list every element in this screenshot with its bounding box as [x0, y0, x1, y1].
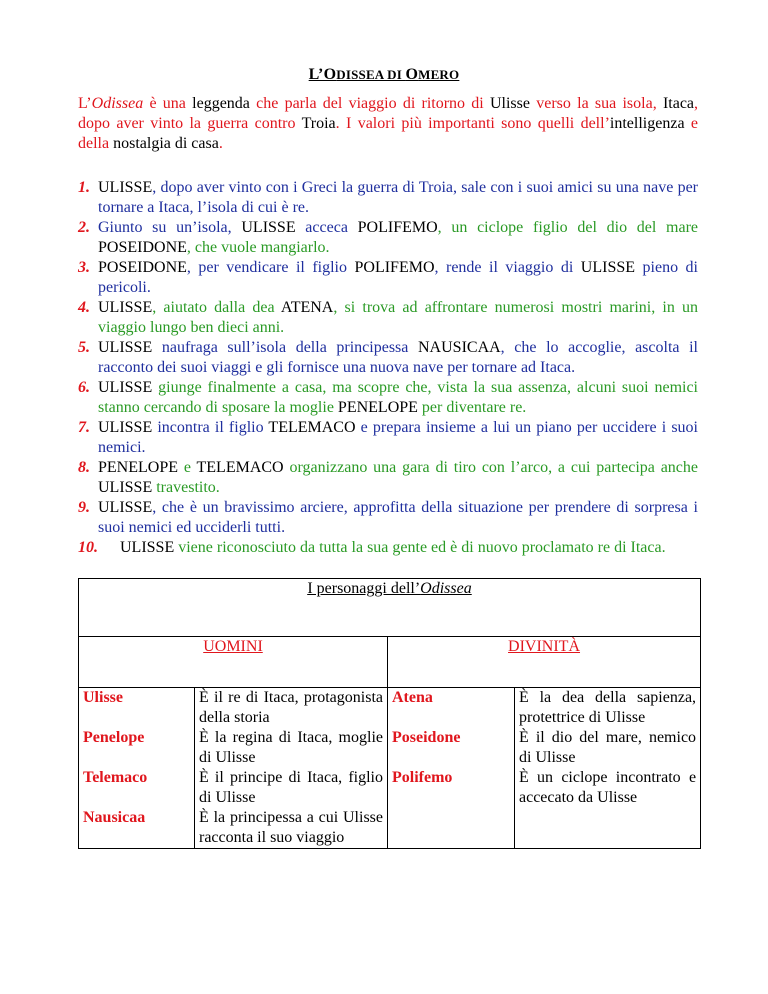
plot-item-text: viene riconosciuto da tutta la sua gente ed è di nuovo proclamato re di Itaca. — [174, 539, 666, 556]
plot-item-text: e prepara insieme a lui un piano per uccidere i suoi nemici. — [98, 419, 698, 456]
desc-telemaco: È il principe di Itaca, figlio di Ulisse — [199, 769, 383, 806]
plot-item-text: ULISSE — [98, 299, 153, 316]
document-title: L’ODISSEA DI OMERO — [308, 66, 460, 83]
plot-item-text: POSEIDONE — [98, 239, 187, 256]
desc-poseidone: È il dio del mare, nemico di Ulisse — [519, 729, 697, 766]
plot-item-text: naufraga sull’isola della principessa — [152, 339, 418, 356]
plot-item-text: e — [178, 459, 197, 476]
plot-item-number: 9. — [78, 499, 90, 516]
plot-item-text: , che lo accoglie, ascolta il racconto dei suoi viaggi e gli fornisce una nuova nave per tornare ad Itaca. — [98, 339, 698, 376]
plot-item-text: Giunto su un’isola, — [98, 219, 242, 236]
plot-item-text: per diventare re. — [417, 399, 527, 416]
plot-item-text: organizzano una gara di tiro con l’arco, a cui partecipa anche — [283, 459, 699, 476]
plot-item — [78, 258, 698, 298]
plot-item-text: , rende il viaggio di — [434, 259, 581, 276]
men-descriptions — [195, 688, 388, 849]
plot-item-text: ULISSE — [120, 539, 175, 556]
plot-item-text: acceca — [295, 219, 358, 236]
plot-item-text: NAUSICAA — [418, 339, 501, 356]
plot-item-text: POLIFEMO — [354, 259, 435, 276]
plot-item-text: ULISSE — [98, 479, 153, 496]
name-polifemo: Polifemo — [392, 769, 453, 786]
plot-item-number: 4. — [78, 299, 90, 316]
plot-item-text: ATENA — [280, 299, 334, 316]
plot-item-number: 8. — [78, 459, 90, 476]
plot-item-text: POSEIDONE — [98, 259, 187, 276]
plot-item-text: , aiutato dalla dea — [152, 299, 281, 316]
plot-item-text: ULISSE — [98, 499, 153, 516]
plot-item-text: ULISSE — [98, 339, 153, 356]
desc-penelope: È la regina di Itaca, moglie di Ulisse — [199, 729, 383, 766]
name-telemaco: Telemaco — [83, 769, 148, 786]
plot-item-number: 7. — [78, 419, 90, 436]
name-penelope: Penelope — [83, 729, 145, 746]
plot-item-number: 3. — [78, 259, 90, 276]
plot-item-text: ULISSE — [98, 179, 153, 196]
intro-paragraph: L’Odissea è una leggenda che parla del viaggio di ritorno di Ulisse verso la sua isola, Itaca, dopo aver vinto la guerra contro Troia. I valori più importanti sono quelli dell’intelligenza e della nostalgia di casa. — [78, 95, 699, 152]
plot-item — [78, 498, 698, 538]
plot-item — [78, 458, 698, 498]
plot-item-text: PENELOPE — [337, 399, 418, 416]
men-names — [79, 688, 195, 849]
plot-item-text: PENELOPE — [98, 459, 178, 476]
plot-item-number: 10. — [78, 539, 98, 556]
plot-item — [78, 418, 698, 458]
gods-names — [388, 688, 515, 849]
plot-item — [78, 178, 698, 218]
plot-item-number: 2. — [78, 219, 90, 236]
desc-atena: È la dea della sapienza, protettrice di Ulisse — [519, 689, 697, 726]
name-atena: Atena — [392, 689, 433, 706]
name-poseidone: Poseidone — [392, 729, 461, 746]
plot-list — [78, 178, 698, 558]
plot-item-number: 5. — [78, 339, 90, 356]
plot-item-text: , per vendicare il figlio — [186, 259, 355, 276]
plot-item-text: , un ciclope figlio del dio del mare — [437, 219, 699, 236]
plot-item-number: 6. — [78, 379, 90, 396]
plot-item — [78, 298, 698, 338]
table-heading: I personaggi dell’Odissea — [79, 579, 701, 637]
plot-item-text: , che è un bravissimo arciere, approfitta della situazione per prendere di sorpresa i suoi nemici ed ucciderli tutti. — [98, 499, 698, 536]
gods-descriptions — [515, 688, 701, 849]
plot-item-text: , si trova ad affrontare numerosi mostri marini, in un viaggio lungo ben dieci anni. — [98, 299, 699, 336]
plot-item-text: , dopo aver vinto con i Greci la guerra di Troia, sale con i suoi amici su una nave per tornare a Itaca, l’isola di cui è re. — [98, 179, 698, 216]
plot-item — [78, 338, 698, 378]
plot-item — [78, 218, 698, 258]
plot-item-text: ULISSE — [98, 379, 153, 396]
plot-item — [78, 538, 698, 558]
plot-item-text: TELEMACO — [196, 459, 284, 476]
plot-item-text: POLIFEMO — [357, 219, 438, 236]
characters-table — [78, 578, 701, 849]
plot-item-number: 1. — [78, 179, 90, 196]
plot-item-text: pieno di pericoli. — [98, 259, 698, 296]
plot-item-text: travestito. — [152, 479, 220, 496]
plot-item-text: giunge finalmente a casa, ma scopre che, vista la sua assenza, alcuni suoi nemici stanno cercando di sposare la moglie — [98, 379, 698, 416]
plot-item-text: TELEMACO — [268, 419, 356, 436]
plot-item-text: , che vuole mangiarlo. — [186, 239, 330, 256]
desc-nausicaa: È la principessa a cui Ulisse racconta il suo viaggio — [199, 809, 383, 846]
desc-polifemo: È un ciclope incontrato e accecato da Ulisse — [519, 769, 697, 806]
plot-item-text: ULISSE — [98, 419, 153, 436]
name-ulisse: Ulisse — [83, 689, 123, 706]
desc-ulisse: È il re di Itaca, protagonista della storia — [199, 689, 383, 726]
plot-item-text: ULISSE — [580, 259, 636, 276]
plot-item-text: ULISSE — [241, 219, 296, 236]
plot-item — [78, 378, 698, 418]
category-men: UOMINI — [79, 637, 388, 688]
plot-item-text: incontra il figlio — [152, 419, 269, 436]
category-gods: DIVINITÀ — [388, 637, 701, 688]
name-nausicaa: Nausicaa — [83, 809, 146, 826]
